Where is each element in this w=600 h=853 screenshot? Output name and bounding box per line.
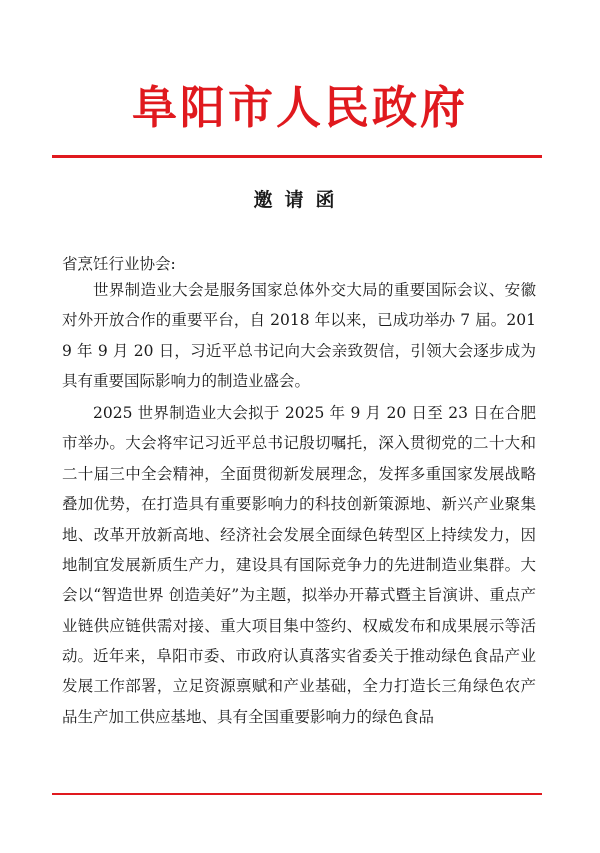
body-paragraph-3: 近年来，阜阳市委、市政府认真落实省委关于推动绿色食品产业发展工作部署，立足资源禀赋和产业基础，全力打造长三角绿色农产品生产加工供应基地、具有全国重要影响力的绿色食品 (62, 647, 536, 726)
letterhead-divider (52, 155, 542, 158)
body-paragraph-2: 2025 世界制造业大会拟于 2025 年 9 月 20 日至 23 日在合肥市举办。大会将牢记习近平总书记殷切嘱托，深入贯彻党的二十大和二十届三中全会精神，全面贯彻新发展理念，发挥多重国家发展战略叠加优势，在打造具有重要影响力的科技创新策源地、新兴产业聚集地、改革开放新高地、经济社会发展全面绿色转型区上持续发力，因地制宜发展新质生产力，建设具有国际竞争力的先进制造业集群。大会以“智造世界 创造美好”为主题，拟举办开幕式暨主旨演讲、重点产业链供应链供需对接、重大项目集中签约、权威发布和成果展示等活动。 (62, 404, 536, 666)
footer-divider (52, 793, 542, 795)
body-paragraph-1: 世界制造业大会是服务国家总体外交大局的重要国际会议、安徽对外开放合作的重要平台，自 2018 年以来，已成功举办 7 届。2019 年 9 月 20 日，习近平总书记向大会亲致贺信，引领大会逐步成为具有重要国际影响力的制造业盛会。 (62, 281, 536, 391)
salutation: 省烹饪行业协会: (62, 255, 176, 273)
document-title: 邀请函 (253, 189, 347, 211)
letterhead-org-name: 阜阳市人民政府 (131, 81, 468, 134)
